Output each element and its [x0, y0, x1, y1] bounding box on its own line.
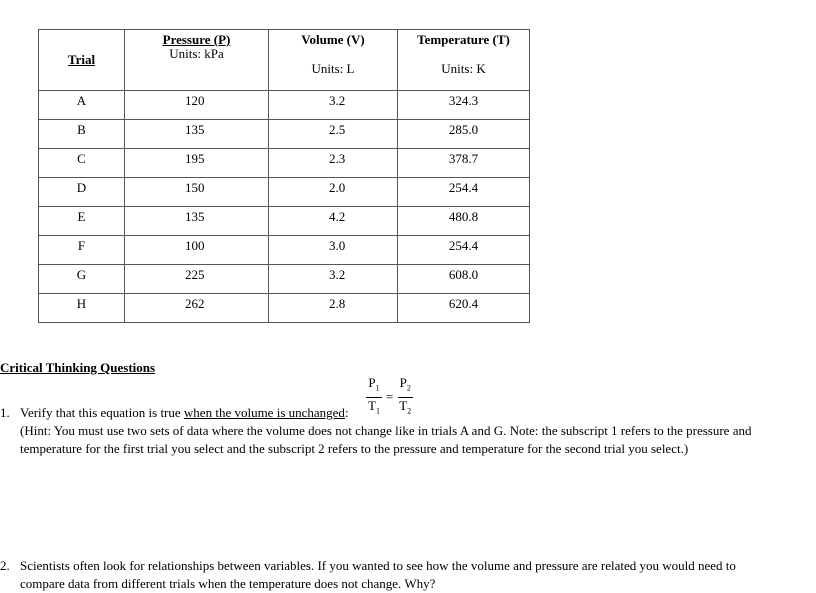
table-row — [39, 120, 530, 149]
cell-temperature: 285.0 — [398, 120, 530, 149]
cell-trial: B — [39, 120, 125, 149]
cell-volume: 3.2 — [269, 265, 398, 294]
cell-pressure: 135 — [125, 207, 269, 236]
header-trial — [39, 30, 125, 91]
cell-volume: 2.0 — [269, 178, 398, 207]
table-row — [39, 265, 530, 294]
cell-pressure: 225 — [125, 265, 269, 294]
cell-volume: 2.5 — [269, 120, 398, 149]
question-1-colon: : — [344, 405, 349, 420]
cell-pressure: 195 — [125, 149, 269, 178]
header-volume — [269, 30, 398, 91]
question-2-line1 — [0, 557, 810, 575]
question-2-line2: compare data from different trials when the temperature does not change. Why? — [20, 576, 436, 591]
table-header-row — [39, 30, 530, 91]
cell-volume: 3.2 — [269, 91, 398, 120]
question-1-hint-line1: (Hint: You must use two sets of data where the volume does not change like in trials A and G. Note: the subscript 1 refers to the pressure and — [20, 423, 752, 438]
header-pressure — [125, 30, 269, 91]
cell-pressure: 100 — [125, 236, 269, 265]
question-1-number: 1. — [0, 405, 10, 420]
header-pressure-units: Units: kPa — [169, 46, 224, 61]
cell-temperature: 254.4 — [398, 236, 530, 265]
table-row — [39, 91, 530, 120]
cell-temperature: 620.4 — [398, 294, 530, 323]
table-row — [39, 149, 530, 178]
header-trial-label: Trial — [67, 52, 96, 67]
cell-trial: A — [39, 91, 125, 120]
header-temperature-title: Temperature (T) — [417, 32, 510, 47]
question-2 — [0, 557, 810, 593]
cell-volume: 4.2 — [269, 207, 398, 236]
cell-trial: G — [39, 265, 125, 294]
cell-temperature: 254.4 — [398, 178, 530, 207]
right-numerator: $P_2$ — [398, 375, 413, 398]
cell-temperature: 378.7 — [398, 149, 530, 178]
question-1-text: Verify that this equation is true — [20, 405, 184, 420]
gas-data-table — [38, 29, 530, 323]
left-denominator: $T_1$ — [368, 397, 380, 416]
section-heading: Critical Thinking Questions — [0, 360, 156, 375]
question-1-prompt — [0, 404, 810, 422]
right-denominator: $T_2$ — [399, 397, 412, 416]
cell-trial: D — [39, 178, 125, 207]
header-pressure-title: Pressure (P) — [162, 32, 231, 47]
question-1 — [0, 404, 810, 458]
question-2-number: 2. — [0, 558, 10, 573]
equals-sign: = — [385, 389, 394, 405]
question-1-underlined-text: when the volume is unchanged — [183, 405, 345, 420]
table-row — [39, 294, 530, 323]
cell-pressure: 262 — [125, 294, 269, 323]
cell-pressure: 135 — [125, 120, 269, 149]
cell-temperature: 608.0 — [398, 265, 530, 294]
cell-temperature: 324.3 — [398, 91, 530, 120]
header-volume-units: Units: L — [311, 61, 355, 76]
cell-trial: C — [39, 149, 125, 178]
table-row — [39, 207, 530, 236]
header-temperature — [398, 30, 530, 91]
cell-volume: 2.8 — [269, 294, 398, 323]
cell-pressure: 150 — [125, 178, 269, 207]
cell-pressure: 120 — [125, 91, 269, 120]
question-1-hint-line2: temperature for the first trial you select and the subscript 2 refers to the pressure and temperature for the second trial you select.) — [20, 441, 689, 456]
table-row — [39, 236, 530, 265]
header-temperature-units: Units: K — [441, 61, 486, 76]
left-numerator: $P_1$ — [366, 375, 381, 398]
cell-temperature: 480.8 — [398, 207, 530, 236]
cell-volume: 3.0 — [269, 236, 398, 265]
cell-trial: E — [39, 207, 125, 236]
cell-trial: H — [39, 294, 125, 323]
question-2-text: Scientists often look for relationships between variables. If you wanted to see how the volume and pressure are related you would need to — [20, 558, 736, 573]
cell-volume: 2.3 — [269, 149, 398, 178]
cell-trial: F — [39, 236, 125, 265]
table-row — [39, 178, 530, 207]
header-volume-title: Volume (V) — [301, 32, 365, 47]
